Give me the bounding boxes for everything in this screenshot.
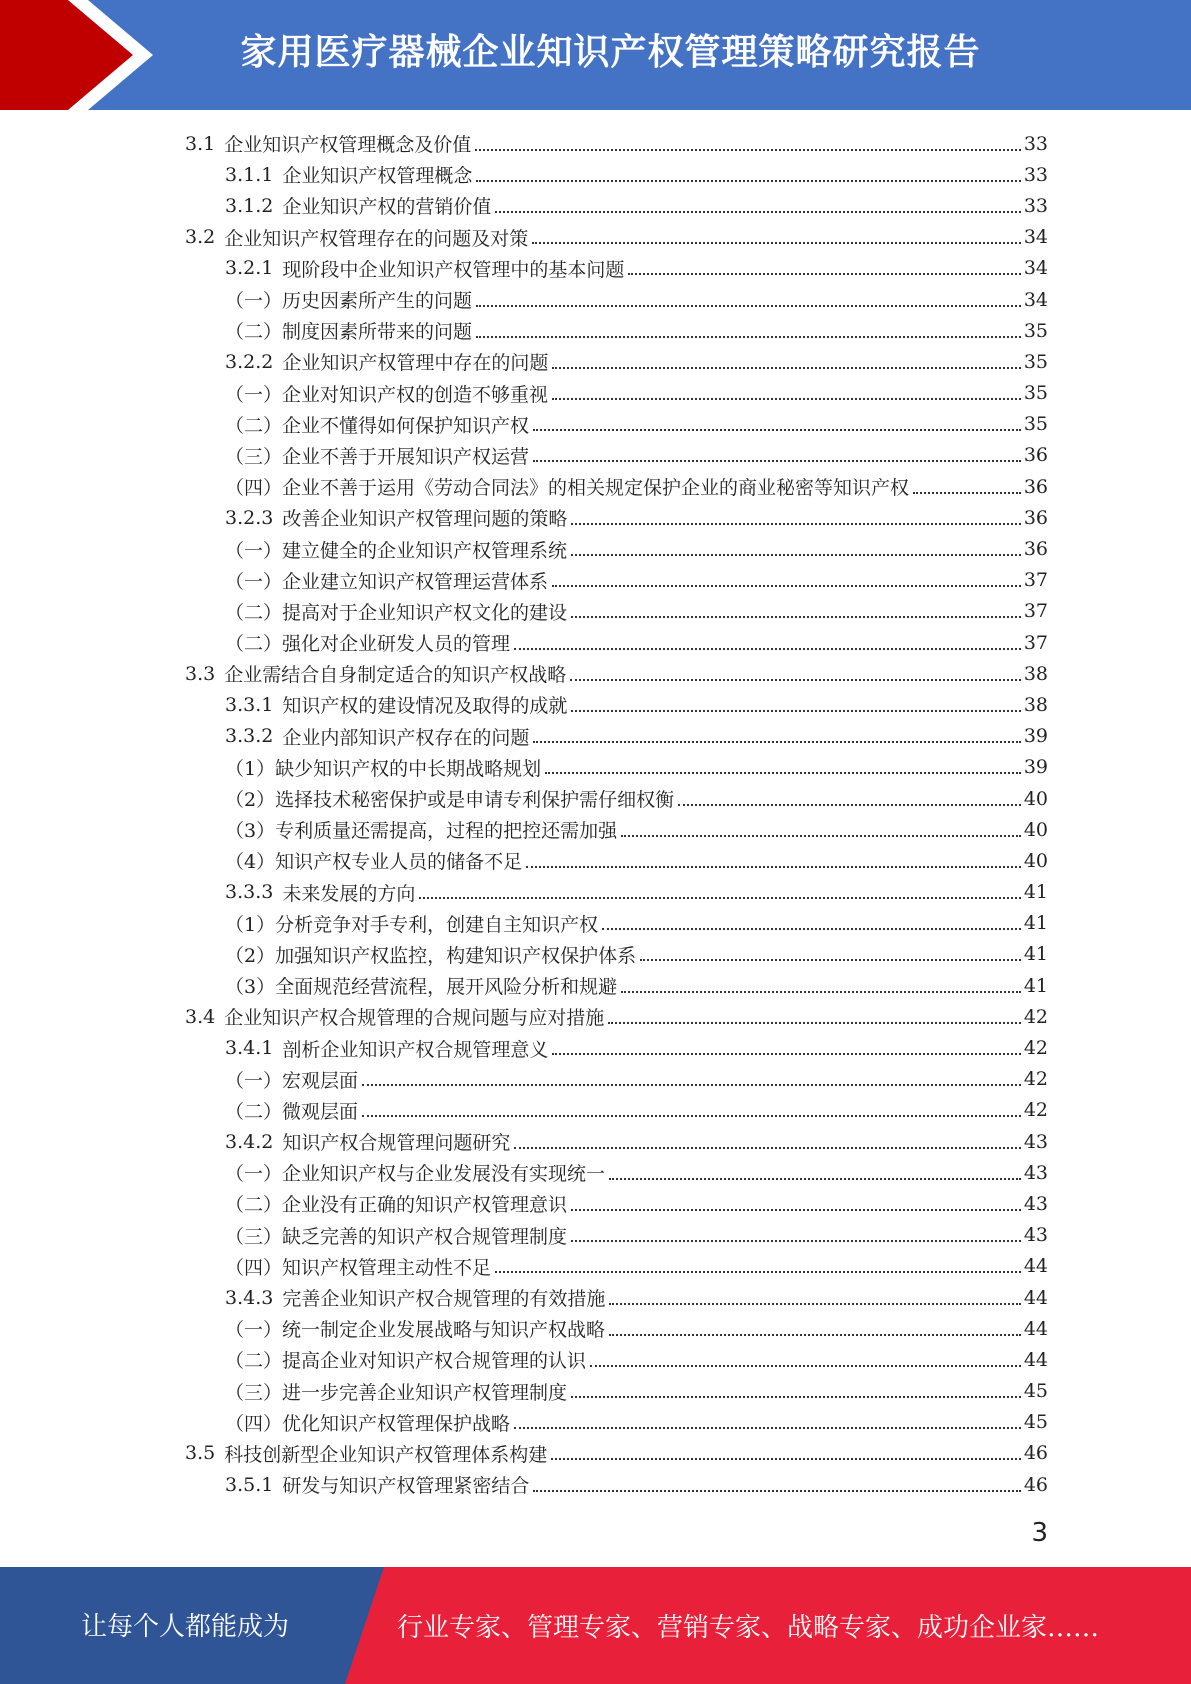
toc-entry-title: 企业内部知识产权存在的问题 xyxy=(282,726,530,749)
toc-entry-title: （二）微观层面 xyxy=(225,1100,359,1123)
toc-entry[interactable] xyxy=(185,222,1048,253)
toc-entry-page: 41 xyxy=(1023,881,1048,904)
toc-entry-page: 41 xyxy=(1023,974,1048,997)
toc-entry-title: （四）优化知识产权管理保护战略 xyxy=(225,1412,511,1435)
toc-entry-title: （一）企业知识产权与企业发展没有实现统一 xyxy=(225,1163,606,1186)
toc-leader-dots xyxy=(545,772,1021,774)
toc-leader-dots xyxy=(475,149,1021,151)
toc-entry-title: （1）缺少知识产权的中长期战略规划 xyxy=(225,757,542,780)
toc-leader-dots xyxy=(362,1115,1021,1117)
toc-entry-page: 42 xyxy=(1023,1099,1048,1122)
toc-leader-dots xyxy=(621,835,1021,837)
toc-entry-title: （一）宏观层面 xyxy=(225,1069,359,1092)
page-header xyxy=(0,0,1191,110)
toc-entry[interactable] xyxy=(185,1126,1048,1157)
toc-entry-title: （4）知识产权专业人员的储备不足 xyxy=(225,851,523,874)
toc-leader-dots xyxy=(476,336,1021,338)
toc-entry-title: 完善企业知识产权合规管理的有效措施 xyxy=(282,1288,606,1311)
toc-entry[interactable] xyxy=(185,1188,1048,1219)
toc-entry-page: 46 xyxy=(1023,1442,1048,1465)
toc-entry-page: 35 xyxy=(1023,319,1048,342)
toc-entry[interactable] xyxy=(185,721,1048,752)
toc-leader-dots xyxy=(552,1053,1020,1055)
toc-entry-title: 企业知识产权合规管理的合规问题与应对措施 xyxy=(224,1007,605,1030)
toc-entry-title: （二）强化对企业研发人员的管理 xyxy=(225,633,511,656)
toc-entry-title: （一）统一制定企业发展战略与知识产权战略 xyxy=(225,1319,606,1342)
toc-leader-dots xyxy=(551,1458,1021,1460)
toc-entry-title: （二）制度因素所带来的问题 xyxy=(225,321,473,344)
toc-leader-dots xyxy=(590,1365,1021,1367)
toc-entry[interactable] xyxy=(185,783,1048,814)
footer-slogan-right: 行业专家、管理专家、营销专家、战略专家、成功企业家…… xyxy=(397,1613,1100,1643)
toc-entry-page: 35 xyxy=(1023,413,1048,436)
toc-leader-dots xyxy=(552,585,1021,587)
toc-leader-dots xyxy=(533,741,1020,743)
toc-leader-dots xyxy=(570,679,1021,681)
toc-leader-dots xyxy=(571,1396,1021,1398)
toc-leader-dots xyxy=(514,1427,1021,1429)
toc-entry-page: 43 xyxy=(1023,1161,1048,1184)
toc-entry[interactable] xyxy=(185,1313,1048,1344)
toc-entry-number: 3.2.1 xyxy=(225,257,274,280)
toc-entry-number: 3.2.2 xyxy=(225,350,274,373)
toc-entry-title: 企业知识产权的营销价值 xyxy=(282,196,492,219)
toc-entry-title: （3）全面规范经营流程，展开风险分析和规避 xyxy=(225,976,618,999)
toc-entry-title: （2）加强知识产权监控，构建知识产权保护体系 xyxy=(225,944,637,967)
toc-entry[interactable] xyxy=(185,1095,1048,1126)
toc-entry-number: 3.3.1 xyxy=(225,693,274,716)
toc-leader-dots xyxy=(526,866,1021,868)
toc-entry-page: 35 xyxy=(1023,350,1048,373)
toc-entry[interactable] xyxy=(185,814,1048,845)
toc-entry-number: 3.4.3 xyxy=(225,1286,274,1309)
toc-entry-page: 35 xyxy=(1023,382,1048,405)
toc-leader-dots xyxy=(609,1334,1021,1336)
report-title: 家用医疗器械企业知识产权管理策略研究报告 xyxy=(240,32,981,73)
toc-entry-page: 34 xyxy=(1023,257,1048,280)
toc-entry[interactable] xyxy=(185,1032,1048,1063)
toc-entry[interactable] xyxy=(185,1469,1048,1500)
toc-leader-dots xyxy=(476,180,1020,182)
toc-entry-page: 41 xyxy=(1023,943,1048,966)
toc-entry-number: 3.2 xyxy=(185,226,216,249)
toc-entry[interactable] xyxy=(185,752,1048,783)
toc-entry-title: （三）缺乏完善的知识产权合规管理制度 xyxy=(225,1225,568,1248)
toc-entry[interactable] xyxy=(185,627,1048,658)
toc-leader-dots xyxy=(533,429,1021,431)
toc-entry-page: 43 xyxy=(1023,1130,1048,1153)
toc-entry-title: （一）建立健全的企业知识产权管理系统 xyxy=(225,539,568,562)
toc-entry[interactable] xyxy=(185,502,1048,533)
toc-entry[interactable] xyxy=(185,658,1048,689)
toc-leader-dots xyxy=(514,1147,1020,1149)
toc-entry[interactable] xyxy=(185,409,1048,440)
toc-entry[interactable] xyxy=(185,471,1048,502)
toc-entry-title: 研发与知识产权管理紧密结合 xyxy=(282,1475,530,1498)
toc-entry-page: 33 xyxy=(1023,132,1048,155)
toc-leader-dots xyxy=(532,242,1021,244)
toc-entry-page: 39 xyxy=(1023,725,1048,748)
page-footer xyxy=(0,1567,1191,1684)
toc-leader-dots xyxy=(552,367,1020,369)
toc-entry-page: 38 xyxy=(1023,693,1048,716)
toc-entry[interactable] xyxy=(185,845,1048,876)
toc-entry-page: 36 xyxy=(1023,538,1048,561)
toc-entry-title: （二）企业没有正确的知识产权管理意识 xyxy=(225,1194,568,1217)
toc-leader-dots xyxy=(571,1209,1021,1211)
toc-entry[interactable] xyxy=(185,1438,1048,1469)
toc-entry-number: 3.1.2 xyxy=(225,194,274,217)
toc-entry-page: 46 xyxy=(1023,1473,1048,1496)
toc-entry-number: 3.2.3 xyxy=(225,506,274,529)
toc-entry-page: 36 xyxy=(1023,506,1048,529)
toc-entry-title: （二）提高企业对知识产权合规管理的认识 xyxy=(225,1350,587,1373)
toc-entry[interactable] xyxy=(185,970,1048,1001)
toc-leader-dots xyxy=(628,273,1020,275)
toc-entry[interactable] xyxy=(185,908,1048,939)
toc-entry-number: 3.1 xyxy=(185,132,216,155)
toc-entry-page: 40 xyxy=(1023,787,1048,810)
toc-entry[interactable] xyxy=(185,1344,1048,1375)
toc-entry[interactable] xyxy=(185,1001,1048,1032)
toc-entry-number: 3.4.2 xyxy=(225,1130,274,1153)
toc-entry-page: 44 xyxy=(1023,1317,1048,1340)
toc-leader-dots xyxy=(571,710,1020,712)
toc-entry-number: 3.5 xyxy=(185,1442,216,1465)
toc-leader-dots xyxy=(533,460,1021,462)
toc-leader-dots xyxy=(913,492,1021,494)
toc-entry-title: 改善企业知识产权管理问题的策略 xyxy=(282,508,568,531)
toc-entry[interactable] xyxy=(185,1407,1048,1438)
toc-leader-dots xyxy=(621,991,1021,993)
toc-entry[interactable] xyxy=(185,159,1048,190)
toc-entry-page: 34 xyxy=(1023,226,1048,249)
toc-entry-title: （四）企业不善于运用《劳动合同法》的相关规定保护企业的商业秘密等知识产权 xyxy=(225,477,910,500)
toc-leader-dots xyxy=(552,398,1021,400)
toc-entry-title: 未来发展的方向 xyxy=(282,882,416,905)
toc-leader-dots xyxy=(571,554,1021,556)
toc-entry[interactable] xyxy=(185,689,1048,720)
toc-entry-page: 45 xyxy=(1023,1411,1048,1434)
toc-entry-title: （三）进一步完善企业知识产权管理制度 xyxy=(225,1381,568,1404)
toc-entry-title: 企业知识产权管理概念 xyxy=(282,165,473,188)
toc-entry[interactable] xyxy=(185,284,1048,315)
toc-entry-number: 3.3.3 xyxy=(225,881,274,904)
toc-leader-dots xyxy=(476,305,1021,307)
toc-leader-dots xyxy=(609,1303,1020,1305)
toc-leader-dots xyxy=(678,804,1021,806)
toc-entry-page: 44 xyxy=(1023,1286,1048,1309)
toc-entry-page: 33 xyxy=(1023,163,1048,186)
toc-leader-dots xyxy=(571,523,1020,525)
toc-leader-dots xyxy=(640,959,1021,961)
toc-entry-number: 3.3 xyxy=(185,662,216,685)
toc-entry[interactable] xyxy=(185,1251,1048,1282)
toc-entry-title: （1）分析竞争对手专利，创建自主知识产权 xyxy=(225,913,599,936)
toc-entry-number: 3.3.2 xyxy=(225,725,274,748)
toc-entry-title: （四）知识产权管理主动性不足 xyxy=(225,1256,492,1279)
toc-leader-dots xyxy=(495,211,1020,213)
toc-leader-dots xyxy=(533,1490,1020,1492)
toc-entry-page: 44 xyxy=(1023,1255,1048,1278)
toc-entry[interactable] xyxy=(185,1282,1048,1313)
toc-entry-number: 3.4.1 xyxy=(225,1037,274,1060)
toc-entry-page: 43 xyxy=(1023,1192,1048,1215)
toc-entry-number: 3.1.1 xyxy=(225,163,274,186)
toc-entry-page: 42 xyxy=(1023,1068,1048,1091)
toc-entry-title: （2）选择技术秘密保护或是申请专利保护需仔细权衡 xyxy=(225,789,675,812)
toc-entry[interactable] xyxy=(185,596,1048,627)
toc-entry-page: 42 xyxy=(1023,1005,1048,1028)
toc-entry-title: 企业知识产权管理存在的问题及对策 xyxy=(224,227,529,250)
toc-entry[interactable] xyxy=(185,378,1048,409)
toc-entry-title: （三）企业不善于开展知识产权运营 xyxy=(225,445,530,468)
toc-entry[interactable] xyxy=(185,877,1048,908)
toc-entry[interactable] xyxy=(185,1157,1048,1188)
toc-leader-dots xyxy=(514,648,1021,650)
toc-entry[interactable] xyxy=(185,1064,1048,1095)
toc-leader-dots xyxy=(602,928,1021,930)
toc-entry-page: 34 xyxy=(1023,288,1048,311)
toc-entry[interactable] xyxy=(185,565,1048,596)
toc-entry-title: 企业需结合自身制定适合的知识产权战略 xyxy=(224,664,567,687)
toc-entry-title: 企业知识产权管理概念及价值 xyxy=(224,134,472,157)
toc-entry-page: 42 xyxy=(1023,1037,1048,1060)
toc-entry-title: 企业知识产权管理中存在的问题 xyxy=(282,352,549,375)
toc-entry-title: （一）企业建立知识产权管理运营体系 xyxy=(225,570,549,593)
toc-leader-dots xyxy=(571,616,1021,618)
toc-entry[interactable] xyxy=(185,440,1048,471)
toc-entry-page: 37 xyxy=(1023,569,1048,592)
toc-entry-page: 36 xyxy=(1023,475,1048,498)
toc-entry[interactable] xyxy=(185,533,1048,564)
toc-entry-page: 40 xyxy=(1023,818,1048,841)
toc-entry-title: 知识产权的建设情况及取得的成就 xyxy=(282,695,568,718)
toc-leader-dots xyxy=(495,1271,1021,1273)
toc-entry-title: 现阶段中企业知识产权管理中的基本问题 xyxy=(282,258,625,281)
toc-entry-page: 40 xyxy=(1023,849,1048,872)
toc-entry-number: 3.4 xyxy=(185,1005,216,1028)
toc-entry-page: 37 xyxy=(1023,600,1048,623)
toc-entry-title: （3）专利质量还需提高，过程的把控还需加强 xyxy=(225,820,618,843)
toc-entry-page: 39 xyxy=(1023,756,1048,779)
toc-entry[interactable] xyxy=(185,253,1048,284)
toc-entry-page: 44 xyxy=(1023,1348,1048,1371)
page-number: 3 xyxy=(1031,1518,1048,1548)
toc-leader-dots xyxy=(362,1084,1021,1086)
toc-leader-dots xyxy=(571,1240,1021,1242)
toc-entry[interactable] xyxy=(185,939,1048,970)
toc-entry-title: （二）提高对于企业知识产权文化的建设 xyxy=(225,601,568,624)
toc-entry-title: 科技创新型企业知识产权管理体系构建 xyxy=(224,1443,548,1466)
toc-entry-title: 剖析企业知识产权合规管理意义 xyxy=(282,1038,549,1061)
footer-slogan-left: 让每个人都能成为 xyxy=(80,1612,289,1642)
toc-entry-page: 36 xyxy=(1023,444,1048,467)
toc-entry-page: 38 xyxy=(1023,662,1048,685)
toc-entry-title: 知识产权合规管理问题研究 xyxy=(282,1132,511,1155)
toc-entry-title: （二）企业不懂得如何保护知识产权 xyxy=(225,414,530,437)
toc-entry-page: 37 xyxy=(1023,631,1048,654)
toc-entry[interactable] xyxy=(185,1220,1048,1251)
toc-entry[interactable] xyxy=(185,1376,1048,1407)
toc-entry-number: 3.5.1 xyxy=(225,1473,274,1496)
toc-entry-title: （一）历史因素所产生的问题 xyxy=(225,290,473,313)
toc-entry-title: （一）企业对知识产权的创造不够重视 xyxy=(225,383,549,406)
toc-entry[interactable] xyxy=(185,346,1048,377)
toc-entry-page: 43 xyxy=(1023,1224,1048,1247)
toc-entry[interactable] xyxy=(185,315,1048,346)
toc-leader-dots xyxy=(608,1022,1021,1024)
table-of-contents xyxy=(185,128,1048,1500)
toc-entry-page: 33 xyxy=(1023,194,1048,217)
toc-leader-dots xyxy=(419,897,1020,899)
toc-leader-dots xyxy=(609,1178,1021,1180)
toc-entry-page: 41 xyxy=(1023,912,1048,935)
toc-entry-page: 45 xyxy=(1023,1380,1048,1403)
toc-entry[interactable] xyxy=(185,190,1048,221)
toc-entry[interactable] xyxy=(185,128,1048,159)
